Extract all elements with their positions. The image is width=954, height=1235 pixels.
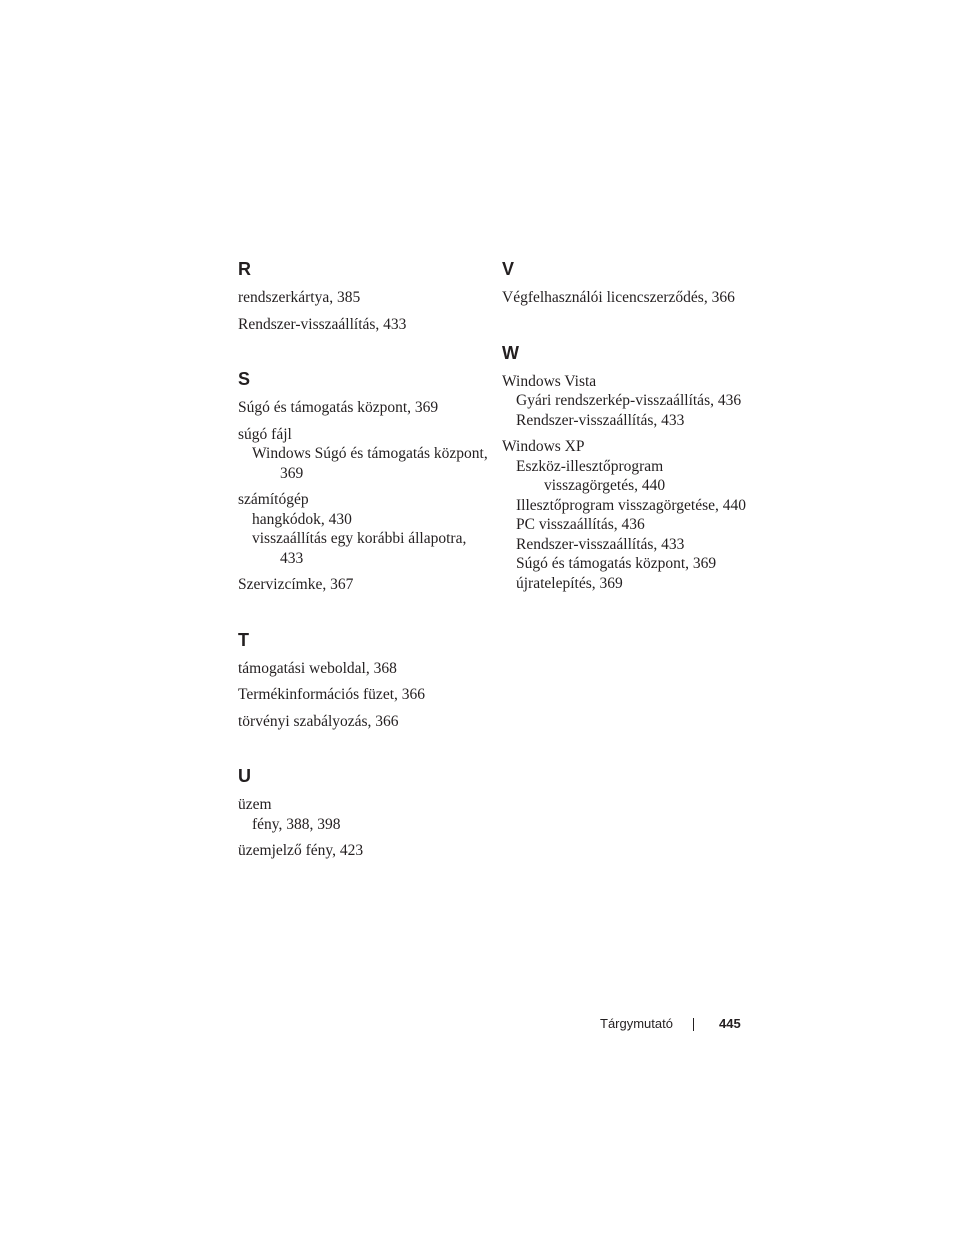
index-entry-main: támogatási weboldal, 368 [238,659,397,677]
index-subentry: visszaállítás egy korábbi állapotra, 433 [252,530,467,567]
index-column-left [238,258,488,895]
index-entry [238,712,488,732]
index-subentry: Illesztőprogram visszagörgetése, 440 [516,496,746,514]
index-entry-main: súgó fájl [238,425,292,443]
index-entry [238,685,488,705]
index-entry [238,398,488,418]
index-entry-main: Végfelhasználói licencszerződés, 366 [502,289,735,306]
index-section [238,629,488,732]
index-entry [238,795,488,834]
page-number: 445 [719,1016,741,1031]
index-section [502,342,752,594]
index-entry [238,575,488,595]
index-subentry: Eszköz-illesztőprogram visszagörgetés, 440 [516,457,666,494]
index-subentry: Gyári rendszerkép-visszaállítás, 436 [516,392,742,409]
section-letter: W [502,342,519,363]
footer-label: Tárgymutató [600,1016,673,1031]
index-entry-main: számítógép [238,491,309,508]
index-entry-main: Termékinformációs füzet, 366 [238,686,425,703]
index-subentry: Rendszer-visszaállítás, 433 [516,535,685,553]
index-subentry: PC visszaállítás, 436 [516,516,645,533]
index-subentry: hangkódok, 430 [252,510,352,528]
index-entry-main: Súgó és támogatás központ, 369 [238,399,439,416]
index-entry [238,288,488,308]
index-entry-main: Szervizcímke, 367 [238,576,354,593]
index-subentry: fény, 388, 398 [252,815,341,833]
index-entry-main: üzemjelző fény, 423 [238,842,364,859]
index-subentry: Súgó és támogatás központ, 369 [516,555,717,572]
index-entry-main: Rendszer-visszaállítás, 433 [238,315,407,333]
index-subentry: Windows Súgó és támogatás központ, 369 [252,445,488,482]
index-entry [238,841,488,861]
section-letter: S [238,369,251,389]
index-section [238,368,488,595]
index-subentry: Rendszer-visszaállítás, 433 [516,411,685,429]
index-entry [502,437,752,593]
index-section [238,765,488,861]
index-entry-main: rendszerkártya, 385 [238,289,361,306]
footer-separator [693,1018,694,1031]
index-entry-main: Windows Vista [502,372,597,390]
index-entry-main: üzem [238,796,272,813]
section-letter: T [238,629,249,650]
index-entry [502,288,752,308]
index-column-right [502,258,752,627]
index-entry [502,372,752,431]
index-section [238,258,488,334]
section-letter: V [502,259,515,279]
index-entry-main: Windows XP [502,438,585,455]
section-letter: U [238,766,251,786]
index-entry [238,425,488,484]
section-letter: R [238,259,251,279]
index-entry [238,490,488,568]
index-entry-main: törvényi szabályozás, 366 [238,712,399,730]
index-subentry: újratelepítés, 369 [516,574,623,592]
index-entry [238,659,488,679]
index-section [502,258,752,308]
index-entry [238,315,488,335]
